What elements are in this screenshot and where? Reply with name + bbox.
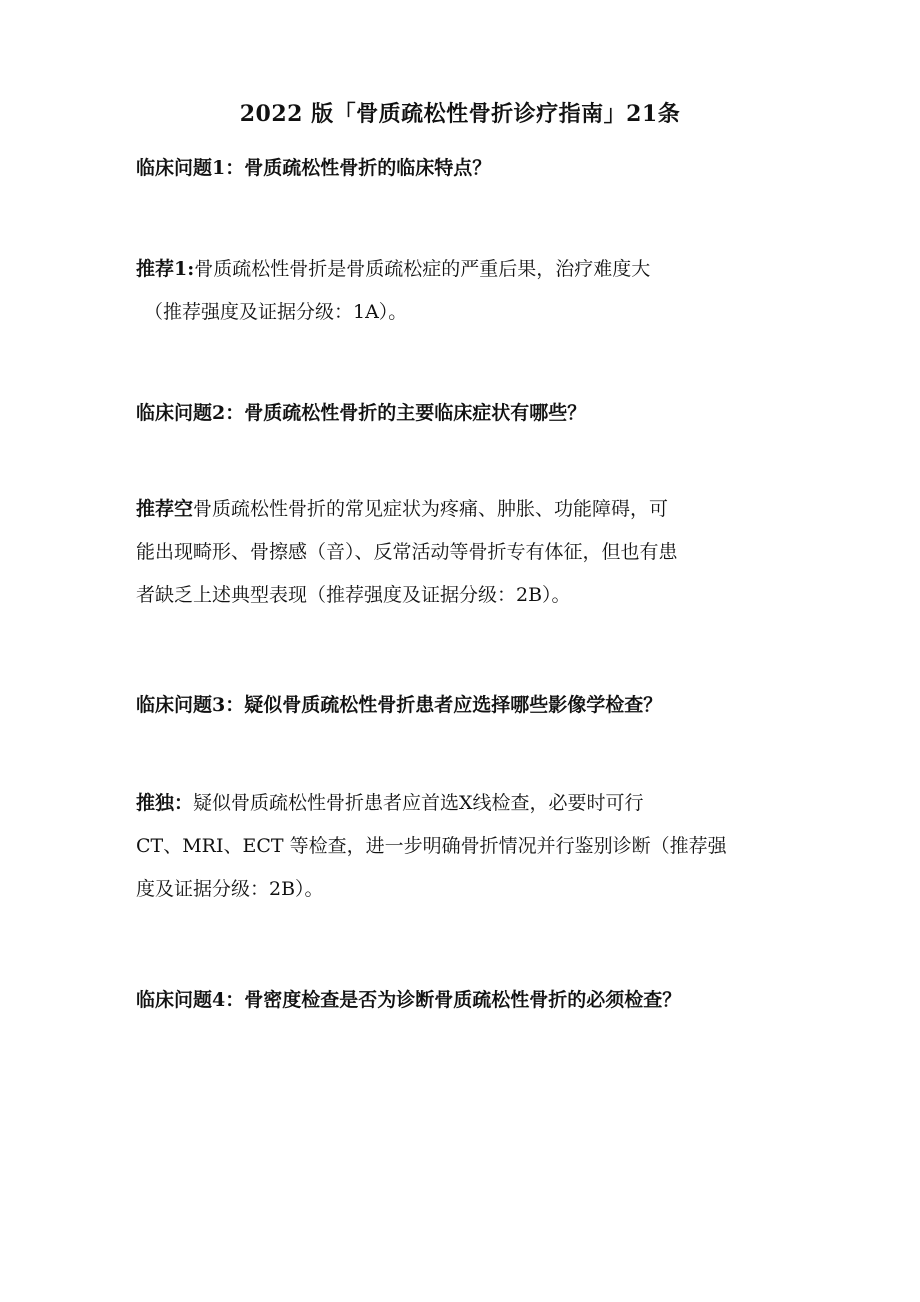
- recommendation-label: 推独：: [136, 792, 194, 814]
- recommendation-line: 者缺乏上述典型表现（推荐强度及证据分级：2B）。: [136, 584, 571, 606]
- recommendation-line: （推荐强度及证据分级：1A）。: [144, 301, 408, 323]
- recommendation-line: [136, 494, 786, 537]
- recommendation-line: CT、MRI、ECT 等检查，进一步明确骨折情况并行鉴别诊断（推荐强: [136, 835, 727, 857]
- recommendation-text: 骨质疏松性骨折的常见症状为疼痛、肿胀、功能障碍，可: [193, 498, 669, 520]
- recommendation-label: 推荐空: [136, 498, 194, 520]
- recommendation-3: [136, 788, 786, 917]
- recommendation-line: 能出现畸形、骨擦感（音）、反常活动等骨折专有体征，但也有患: [136, 541, 678, 563]
- recommendation-text: 疑似骨质疏松性骨折患者应首选X线检查，必要时可行: [193, 792, 644, 814]
- recommendation-line: [136, 254, 786, 297]
- clinical-question-3: 临床问题3：疑似骨质疏松性骨折患者应选择哪些影像学检查？: [136, 694, 663, 716]
- recommendation-line: 度及证据分级：2B）。: [136, 878, 324, 900]
- recommendation-label: 推荐1:: [136, 258, 195, 280]
- clinical-question-2: 临床问题2：骨质疏松性骨折的主要临床症状有哪些？: [136, 402, 587, 424]
- recommendation-text: 骨质疏松性骨折是骨质疏松症的严重后果，治疗难度大: [194, 258, 651, 280]
- document-title: 2022 版「骨质疏松性骨折诊疗指南」21条: [239, 101, 681, 127]
- clinical-question-4: 临床问题4：骨密度检查是否为诊断骨质疏松性骨折的必须检查？: [136, 989, 682, 1011]
- recommendation-line: [136, 788, 786, 831]
- recommendation-1: [136, 254, 786, 340]
- recommendation-2: [136, 494, 786, 623]
- clinical-question-1: 临床问题1：骨质疏松性骨折的临床特点？: [136, 157, 492, 179]
